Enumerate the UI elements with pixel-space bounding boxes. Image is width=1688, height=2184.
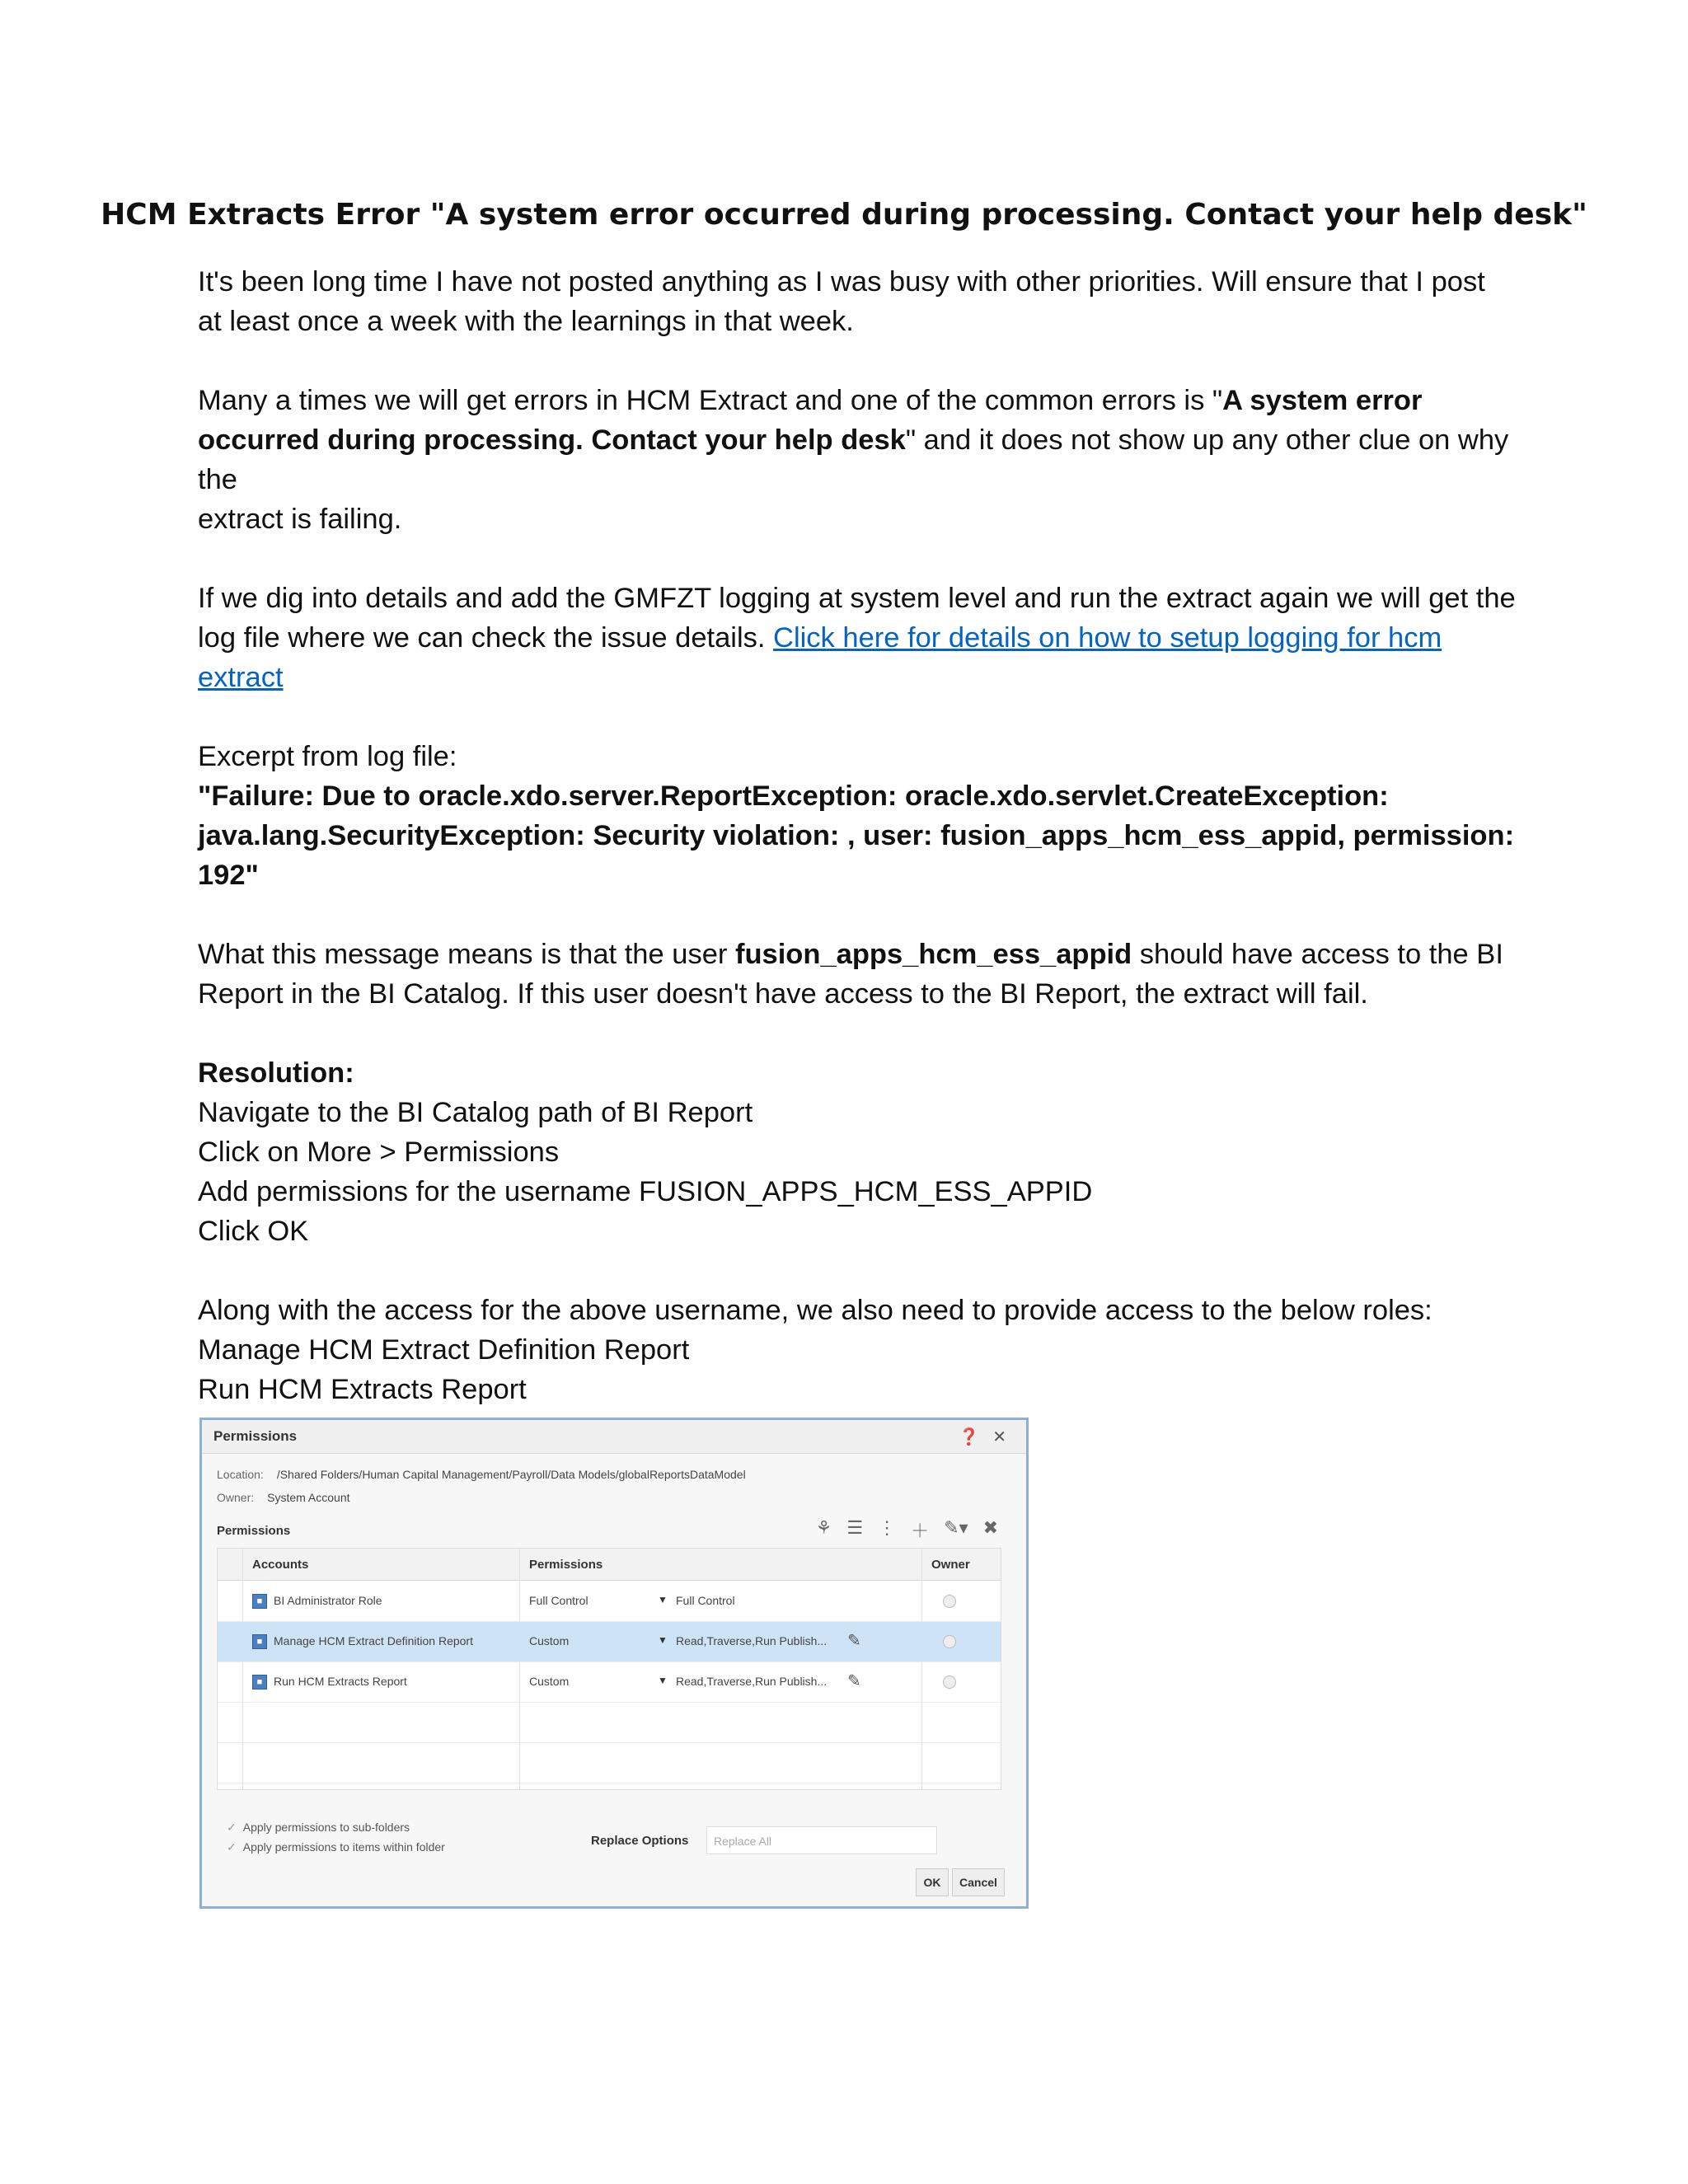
text-run: should have access to the BI [1132,939,1503,970]
bold-run: A system error [1222,385,1423,416]
excerpt-line-1 [198,776,1517,816]
logging-para-line-2 [198,618,1517,658]
replace-options-label: Replace Options [591,1834,689,1848]
location-label: Location: [217,1468,264,1481]
checkbox-label: Apply permissions to items within folder [242,1840,445,1854]
intro-line-2: at least once a week with the learnings in that week. [198,306,854,337]
permission-detail: Read,Traverse,Run Publish... [676,1634,828,1647]
owner-radio[interactable] [943,1675,956,1689]
col-permissions: Permissions [529,1558,603,1572]
account-cell [252,1675,407,1690]
owner-row [217,1491,350,1504]
checkmark-icon: ✓ [227,1821,237,1834]
text-run: What this message means is that the user [198,939,735,970]
table-header [218,1549,1001,1581]
role-icon: ■ [252,1594,267,1609]
bold-run: Resolution: [198,1057,354,1089]
errors-para-line-3: extract is failing. [198,504,402,535]
article-body [198,262,1517,1409]
intro-line-1: It's been long time I have not posted anything as I was busy with other priorities. Will ensure that I post [198,266,1485,298]
text-run: " and it does not show up any other clue on why the [198,424,1509,495]
help-icon[interactable]: ❓ [959,1428,980,1446]
permission-select[interactable]: Custom [529,1634,570,1647]
permission-detail: Full Control [676,1594,735,1607]
permissions-table [217,1548,1001,1790]
owner-value: System Account [267,1491,350,1504]
bold-run: java.lang.SecurityException: Security violation: , user: fusion_apps_hcm_ess_appid, permission: 192" [198,820,1515,891]
dropdown-arrow-icon[interactable]: ▼ [658,1634,668,1646]
location-value: /Shared Folders/Human Capital Management/Payroll/Data Models/globalReportsDataModel [276,1468,746,1481]
text-run: log file where we can check the issue details. [198,622,774,654]
role-item: Run HCM Extracts Report [198,1374,527,1405]
text-run: Many a times we will get errors in HCM Extract and one of the common errors is " [198,385,1223,416]
list-icon[interactable]: ☰ [846,1517,864,1538]
excerpt-label: Excerpt from log file: [198,741,457,772]
permission-detail: Read,Traverse,Run Publish... [676,1675,828,1688]
account-name: Run HCM Extracts Report [274,1675,407,1688]
close-icon[interactable]: ✕ [992,1428,1006,1446]
logging-para-line-1: If we dig into details and add the GMFZT logging at system level and run the extract again we will get the [198,583,1516,614]
table-row[interactable] [218,1582,1001,1622]
role-item: Manage HCM Extract Definition Report [198,1334,690,1366]
page-title: HCM Extracts Error "A system error occurred during processing. Contact your help desk" [101,198,1587,232]
dropdown-arrow-icon[interactable]: ▼ [658,1675,668,1686]
resolution-step: Click OK [198,1216,309,1247]
role-icon: ■ [252,1634,267,1649]
excerpt-line-2 [198,816,1517,895]
account-cell [252,1634,473,1649]
account-name: Manage HCM Extract Definition Report [274,1634,473,1647]
checkbox-label: Apply permissions to sub-folders [242,1821,410,1834]
permission-select[interactable]: Custom [529,1675,570,1688]
checkmark-icon: ✓ [227,1840,237,1854]
add-icon[interactable]: ＋ [911,1521,930,1541]
setup-logging-link[interactable]: Click here for details on how to setup logging for hcm [773,622,1442,654]
logging-para-line-3 [198,658,1517,697]
owner-label: Owner: [217,1491,255,1504]
ok-button[interactable]: OK [916,1868,949,1896]
roles-intro: Along with the access for the above username, we also need to provide access to the below roles: [198,1295,1432,1326]
table-row[interactable] [218,1662,1001,1703]
edit-pencil-icon[interactable]: ✎ [847,1632,861,1650]
add-users-icon[interactable]: ⚘ [815,1517,832,1538]
meaning-line-1 [198,935,1517,974]
permissions-toolbar [816,1517,998,1543]
errors-para-line-1 [198,381,1517,420]
owner-radio[interactable] [943,1635,956,1648]
tree-icon[interactable]: ⋮ [878,1517,897,1538]
errors-para-line-2 [198,420,1517,499]
setup-logging-link-cont[interactable]: extract [198,662,284,693]
table-row[interactable] [218,1622,1001,1662]
dialog-title: Permissions [213,1428,298,1444]
permissions-section-label: Permissions [217,1524,291,1538]
dropdown-arrow-icon[interactable]: ▼ [658,1594,668,1605]
meaning-line-2: Report in the BI Catalog. If this user doesn't have access to the BI Report, the extract will fail. [198,978,1368,1010]
account-cell [252,1594,382,1609]
resolution-step: Add permissions for the username FUSION_APPS_HCM_ESS_APPID [198,1176,1093,1207]
edit-pencil-icon[interactable]: ✎ [847,1672,861,1690]
items-checkbox[interactable] [227,1840,445,1854]
resolution-step: Navigate to the BI Catalog path of BI Report [198,1097,753,1128]
permission-select[interactable]: Full Control [529,1594,588,1607]
resolution-heading [198,1053,1517,1093]
owner-radio[interactable] [943,1595,956,1608]
cancel-button[interactable]: Cancel [952,1868,1005,1896]
bold-run: occurred during processing. Contact your help desk [198,424,906,456]
location-row [217,1468,746,1481]
subfolders-checkbox[interactable] [227,1821,410,1835]
col-accounts: Accounts [252,1558,309,1572]
role-icon: ■ [252,1675,267,1690]
replace-options-input[interactable]: Replace All [706,1826,937,1854]
permissions-dialog [199,1418,1029,1909]
edit-dropdown-icon[interactable]: ✎▾ [944,1517,968,1538]
table-row-empty [218,1743,1001,1783]
dialog-header [202,1420,1026,1454]
account-name: BI Administrator Role [274,1594,382,1607]
delete-icon[interactable]: ✖ [982,1517,998,1538]
bold-run: fusion_apps_hcm_ess_appid [734,939,1132,970]
resolution-step: Click on More > Permissions [198,1137,560,1168]
table-row-empty [218,1703,1001,1743]
col-owner: Owner [931,1558,970,1572]
bold-run: "Failure: Due to oracle.xdo.server.ReportException: oracle.xdo.servlet.CreateException: [198,780,1389,812]
